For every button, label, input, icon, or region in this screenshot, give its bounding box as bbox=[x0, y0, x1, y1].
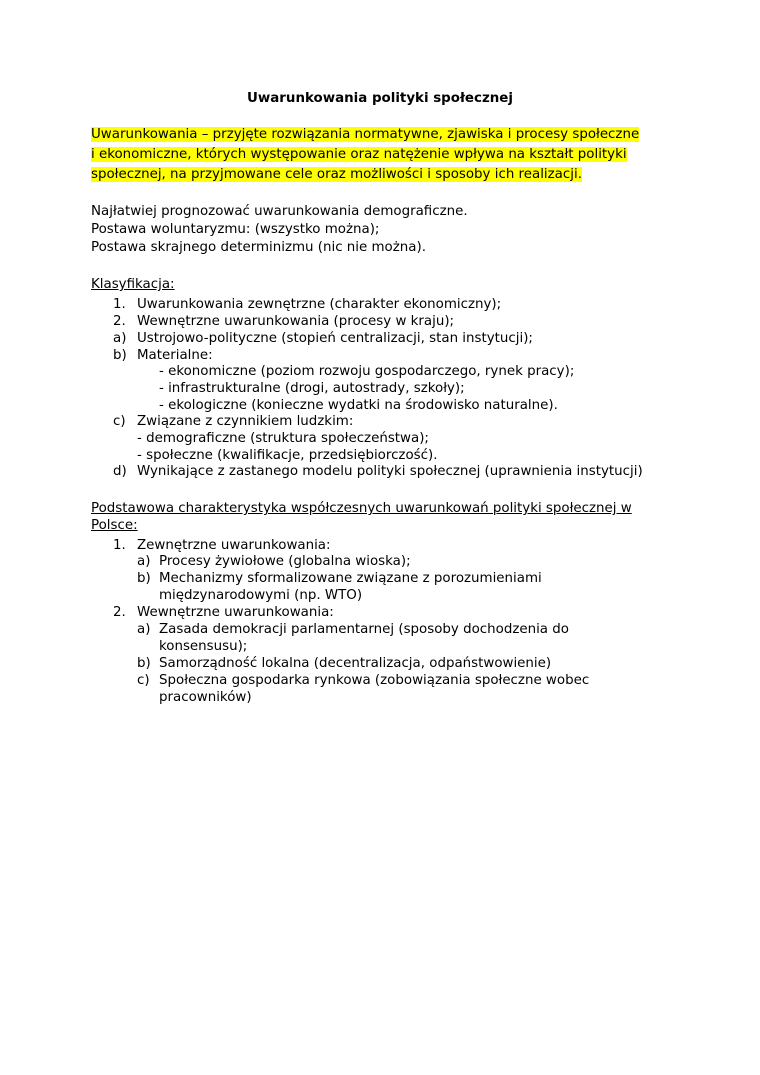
definition-line: Uwarunkowania – przyjęte rozwiązania normatywne, zjawiska i procesy społeczne bbox=[91, 127, 640, 142]
definition-line: i ekonomiczne, których występowanie oraz natężenie wpływa na kształt polityki bbox=[91, 147, 627, 162]
list-marker: c) bbox=[137, 673, 150, 688]
list-marker: 1. bbox=[113, 538, 126, 553]
list-item: Wewnętrzne uwarunkowania: bbox=[137, 605, 334, 620]
list-item: Społeczna gospodarka rynkowa (zobowiązania społeczne wobec bbox=[159, 673, 590, 688]
list-item: Związane z czynnikiem ludzkim: bbox=[137, 414, 354, 429]
list-marker: 1. bbox=[113, 297, 126, 312]
list-item: Wynikające z zastanego modelu polityki społecznej (uprawnienia instytucji) bbox=[137, 464, 643, 479]
poland-heading: Polsce: bbox=[91, 518, 138, 533]
list-item-continuation: konsensusu); bbox=[159, 639, 248, 654]
definition-block bbox=[91, 125, 691, 185]
sub-list-item: - infrastrukturalne (drogi, autostrady, szkoły); bbox=[159, 381, 465, 396]
sub-list-item: - ekologiczne (konieczne wydatki na środowisko naturalne). bbox=[159, 398, 558, 413]
list-item: Wewnętrzne uwarunkowania (procesy w kraju); bbox=[137, 314, 455, 329]
sub-list-item: - ekonomiczne (poziom rozwoju gospodarczego, rynek pracy); bbox=[159, 364, 575, 379]
list-marker: d) bbox=[113, 464, 127, 479]
list-marker: a) bbox=[137, 554, 151, 569]
list-item: Uwarunkowania zewnętrzne (charakter ekonomiczny); bbox=[137, 297, 502, 312]
classification-heading: Klasyfikacja: bbox=[91, 277, 175, 292]
intro-line: Postawa skrajnego determinizmu (nic nie można). bbox=[91, 240, 426, 255]
list-marker: a) bbox=[113, 331, 127, 346]
intro-line: Najłatwiej prognozować uwarunkowania demograficzne. bbox=[91, 204, 468, 219]
list-marker: 2. bbox=[113, 314, 126, 329]
definition-line: społecznej, na przyjmowane cele oraz możliwości i sposoby ich realizacji. bbox=[91, 167, 582, 182]
list-item: Procesy żywiołowe (globalna wioska); bbox=[159, 554, 411, 569]
list-item: Zewnętrzne uwarunkowania: bbox=[137, 538, 331, 553]
list-item: Mechanizmy sformalizowane związane z porozumieniami bbox=[159, 571, 542, 586]
intro-line: Postawa woluntaryzmu: (wszystko można); bbox=[91, 222, 380, 237]
list-item: Zasada demokracji parlamentarnej (sposoby dochodzenia do bbox=[159, 622, 569, 637]
list-marker: c) bbox=[113, 414, 126, 429]
list-item: Samorządność lokalna (decentralizacja, odpaństwowienie) bbox=[159, 656, 552, 671]
list-marker: a) bbox=[137, 622, 151, 637]
poland-heading: Podstawowa charakterystyka współczesnych uwarunkowań polityki społecznej w bbox=[91, 501, 632, 516]
list-marker: b) bbox=[113, 348, 127, 363]
list-marker: b) bbox=[137, 571, 151, 586]
list-marker: 2. bbox=[113, 605, 126, 620]
document-title: Uwarunkowania polityki społecznej bbox=[247, 91, 513, 106]
sub-list-item: - społeczne (kwalifikacje, przedsiębiorczość). bbox=[137, 448, 438, 463]
list-marker: b) bbox=[137, 656, 151, 671]
sub-list-item: - demograficzne (struktura społeczeństwa); bbox=[137, 431, 429, 446]
list-item: Ustrojowo-polityczne (stopień centralizacji, stan instytucji); bbox=[137, 331, 533, 346]
list-item: Materialne: bbox=[137, 348, 213, 363]
list-item-continuation: pracowników) bbox=[159, 690, 252, 705]
list-item-continuation: międzynarodowymi (np. WTO) bbox=[159, 588, 363, 603]
